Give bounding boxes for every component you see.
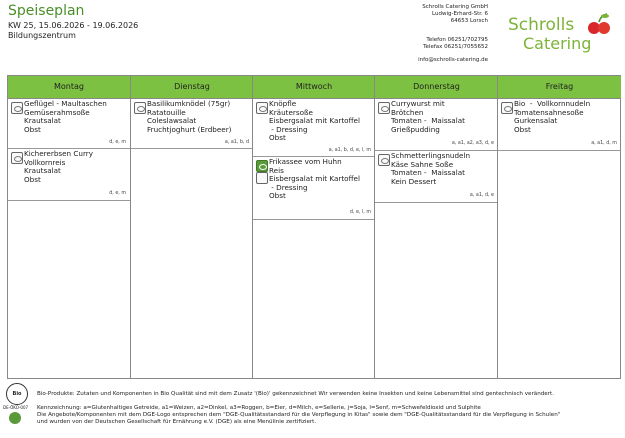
meal-text: Frikassee vom Huhn Reis Eisbergsalat mit Kartoffel - Dressing Obst (269, 157, 360, 201)
allergen-codes: a, a1, b, d (224, 140, 249, 145)
dge-note-1: Die Angebote/Komponenten mit dem DGE-Logo entsprechen dem "DGE-Qualitätsstandard für die Verpflegung in Kitas" sowie dem "DGE-Qualitätsstandard für die Verpflegung in Schulen" (37, 412, 561, 418)
company-address (418, 4, 488, 64)
location: Bildungszentrum (8, 31, 76, 40)
company-email[interactable]: info@schrolls-catering.de (418, 57, 488, 63)
meal-icon (378, 102, 390, 114)
bio-note: Bio-Produkte: Zutaten und Komponenten in Bio Qualität sind mit dem Zusatz '(Bio)' gekennzeichnet Wir verwenden keine Insekten und keine Lebensmittel sind gentechnisch verändert. (37, 391, 555, 397)
day-header: Montag (8, 76, 130, 99)
company-city: 64653 Lorsch (450, 18, 488, 24)
day-header: Dienstag (131, 76, 253, 99)
meal-icon (378, 154, 390, 166)
meal-icon (501, 102, 513, 114)
meal-icon (11, 102, 23, 114)
company-logo (503, 8, 618, 56)
menu-grid (7, 75, 621, 379)
company-street: Ludwig-Erhard-Str. 6 (432, 11, 488, 17)
day-header: Donnerstag (375, 76, 498, 99)
fruit-icon (585, 10, 613, 38)
day-column-donnerstag (374, 76, 498, 378)
allergen-codes: d, e, l, m (349, 210, 371, 215)
meal-card[interactable] (8, 149, 130, 201)
page-title: Speiseplan (8, 3, 85, 19)
meal-card[interactable] (8, 99, 130, 149)
bio-code: DE-ÖKO-007 (3, 405, 29, 410)
meal-card[interactable] (375, 99, 498, 151)
allergen-legend: Kennzeichnung: a=Glutenhaltiges Getreide, a1=Weizen, a2=Dinkel, a3=Roggen, b=Eier, d=Milch, e=Sellerie, j=Soja, l=Senf, m=Schwefeldioxid und Sulphite (37, 405, 481, 411)
bio-seal-icon: Bio (6, 383, 28, 405)
meal-card[interactable] (375, 151, 498, 203)
meal-card[interactable] (253, 99, 375, 157)
meal-icon (11, 152, 23, 164)
day-column-montag (8, 76, 130, 378)
meal-card[interactable] (131, 99, 253, 149)
day-header: Mittwoch (253, 76, 375, 99)
meal-icon (134, 102, 146, 114)
allergen-codes: a, a1, a2, a3, d, e (451, 141, 494, 146)
meal-icon (256, 172, 268, 184)
company-name: Schrolls Catering GmbH (422, 4, 488, 10)
meal-text: Geflügel - Maultaschen Gemüserahmsoße Krautsalat Obst (24, 99, 107, 134)
day-header: Freitag (498, 76, 621, 99)
meal-text: Kichererbsen Curry Vollkornreis Krautsalat Obst (24, 149, 93, 184)
logo-text-schrolls: Schrolls (508, 15, 575, 35)
dge-note-2: und wurden von der Deutschen Gesellschaft für Ernährung e.V. (DGE) als eine Menülinie zertifiziert. (37, 419, 317, 425)
day-column-freitag (497, 76, 621, 378)
meal-icon (256, 102, 268, 114)
dge-icon (9, 412, 21, 424)
day-column-dienstag (130, 76, 253, 378)
allergen-codes: d, e, m (109, 191, 126, 196)
allergen-codes: a, a1, b, d, e, l, m (328, 148, 371, 153)
logo-text-catering: Catering (523, 34, 592, 53)
allergen-codes: a, a1, d, e (469, 193, 494, 198)
week-range: KW 25, 15.06.2026 - 19.06.2026 (8, 21, 139, 30)
allergen-codes: a, a1, d, m (591, 141, 617, 146)
company-phone: Telefon 06251/702795 (426, 37, 488, 43)
allergen-codes: d, e, m (109, 140, 126, 145)
company-fax: Telefax 06251/7055652 (423, 44, 488, 50)
day-column-mittwoch (252, 76, 375, 378)
meal-card[interactable] (253, 157, 375, 220)
meal-text: Basilikumknödel (75gr) Ratatouille Coleslawsalat Fruchtjoghurt (Erdbeer) (147, 99, 232, 134)
meal-card[interactable] (498, 99, 621, 151)
meal-text: Bio - Vollkornnudeln Tomatensahnesoße Gurkensalat Obst (514, 99, 591, 134)
meal-text: Currywurst mit Brötchen Tomaten - Maissalat Grießpudding (391, 99, 465, 134)
meal-text: Knöpfle Kräutersoße Eisbergsalat mit Kartoffel - Dressing Obst (269, 99, 360, 143)
meal-text: Schmetterlingsnudeln Käse Sahne Soße Tomaten - Maissalat Kein Dessert (391, 151, 471, 186)
dge-icon (256, 160, 268, 172)
